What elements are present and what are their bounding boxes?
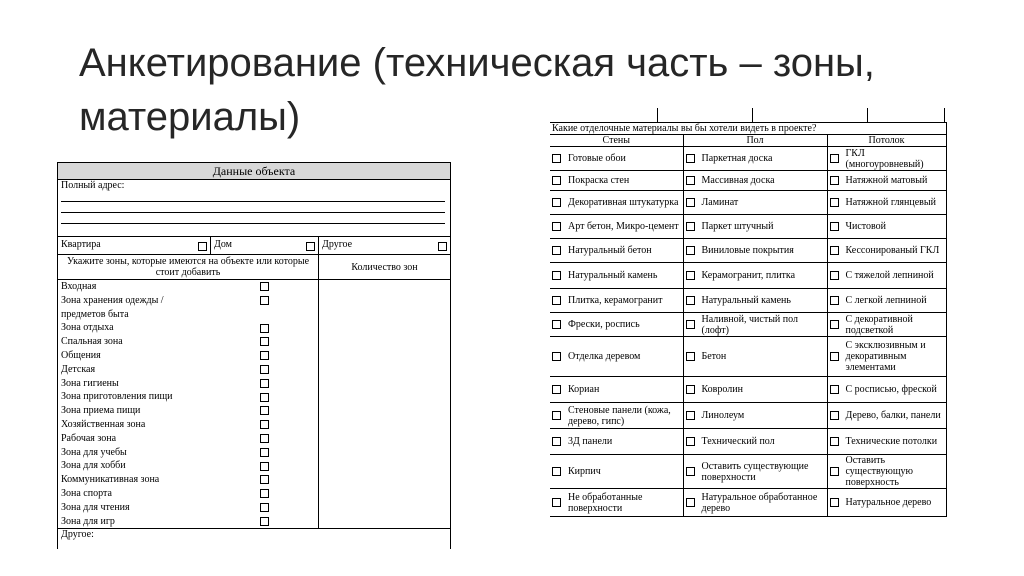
material-cell-ceiling: [827, 337, 946, 377]
field-apartment: [58, 237, 211, 255]
material-row: [550, 377, 946, 403]
material-label: С росписью, фреской: [845, 384, 937, 395]
material-label: Ковролин: [701, 384, 743, 395]
zone-row: [58, 377, 318, 391]
zones-list: [58, 280, 319, 529]
zone-checkbox-cell: [212, 308, 318, 322]
material-label: Технические потолки: [845, 436, 938, 447]
material-label: Натуральное обработанное дерево: [701, 491, 818, 514]
material-label: Отделка деревом: [568, 351, 641, 362]
material-row: [550, 191, 946, 215]
zone-checkbox-cell: [212, 280, 318, 294]
material-cell-floor: [683, 429, 827, 455]
material-label: Натуральный камень: [568, 270, 658, 281]
object-data-table: [57, 162, 450, 556]
material-checkbox[interactable]: [686, 176, 695, 185]
material-checkbox[interactable]: [686, 198, 695, 207]
zone-checkbox[interactable]: [260, 296, 269, 305]
material-label: Линолеум: [701, 410, 745, 421]
column-walls: Стены: [550, 135, 683, 147]
field-label: Другое: [322, 239, 353, 250]
material-label: Бетон: [701, 351, 727, 362]
material-label: Оставить существующую поверхность: [845, 455, 914, 488]
address-cell[interactable]: [58, 180, 451, 237]
zone-checkbox-cell: [212, 349, 318, 363]
material-row: [550, 263, 946, 289]
material-checkbox[interactable]: [830, 154, 839, 163]
material-checkbox[interactable]: [686, 437, 695, 446]
material-cell-walls: [550, 455, 683, 489]
zone-checkbox[interactable]: [260, 379, 269, 388]
material-checkbox[interactable]: [830, 296, 839, 305]
zone-checkbox-cell: [212, 335, 318, 349]
material-cell-floor: [683, 239, 827, 263]
zone-row: [58, 418, 318, 432]
material-cell-floor: [683, 263, 827, 289]
material-label: Покраска стен: [568, 175, 630, 186]
other-zone-cell[interactable]: [58, 529, 451, 550]
material-label: Керамогранит, плитка: [701, 270, 796, 281]
material-cell-walls: [550, 215, 683, 239]
material-row: [550, 215, 946, 239]
zone-checkbox-cell: [212, 432, 318, 446]
table-top-ticks: [550, 108, 946, 122]
material-row: [550, 171, 946, 191]
material-checkbox[interactable]: [552, 498, 561, 507]
zone-checkbox[interactable]: [260, 489, 269, 498]
material-cell-walls: [550, 429, 683, 455]
zone-label: Детская: [61, 363, 96, 375]
zone-row: [58, 390, 318, 404]
material-cell-ceiling: [827, 171, 946, 191]
material-cell-ceiling: [827, 429, 946, 455]
material-cell-walls: [550, 377, 683, 403]
zone-label: Входная: [61, 281, 97, 292]
zone-checkbox-cell: [212, 473, 318, 487]
material-label: Оставить существующие поверхности: [701, 460, 809, 483]
material-checkbox[interactable]: [686, 296, 695, 305]
zone-checkbox-cell: [212, 459, 318, 473]
material-label: Технический пол: [701, 436, 775, 447]
material-label: Ламинат: [701, 197, 739, 208]
zone-row: [58, 446, 318, 460]
address-label: Полный адрес:: [61, 180, 125, 191]
material-checkbox[interactable]: [686, 498, 695, 507]
material-cell-walls: [550, 191, 683, 215]
zone-checkbox-cell: [212, 321, 318, 335]
material-checkbox[interactable]: [830, 222, 839, 231]
zone-row: [58, 487, 318, 501]
zone-checkbox-cell: [212, 390, 318, 404]
material-cell-floor: [683, 289, 827, 313]
material-cell-walls: [550, 489, 683, 517]
zone-label: Общения: [61, 349, 101, 361]
zone-label: Зона приготовления пищи: [61, 391, 173, 403]
material-row: [550, 337, 946, 377]
material-cell-ceiling: [827, 191, 946, 215]
material-checkbox[interactable]: [686, 385, 695, 394]
material-checkbox[interactable]: [830, 467, 839, 476]
material-label: Наливной, чистый пол (лофт): [701, 313, 798, 336]
zone-row: [58, 321, 318, 335]
material-label: Натяжной глянцевый: [845, 197, 936, 208]
material-label: С легкой лепниной: [845, 295, 927, 306]
zone-label: Зона для хобби: [61, 460, 126, 472]
material-checkbox[interactable]: [830, 498, 839, 507]
material-checkbox[interactable]: [552, 176, 561, 185]
material-label: Паркетная доска: [701, 153, 773, 164]
material-checkbox[interactable]: [830, 320, 839, 329]
material-row: [550, 489, 946, 517]
material-cell-walls: [550, 239, 683, 263]
zone-checkbox-cell: [212, 418, 318, 432]
material-label: Декоративная штукатурка: [568, 197, 679, 208]
material-label: Чистовой: [845, 221, 887, 232]
zone-label: предметов быта: [61, 308, 129, 320]
material-cell-ceiling: [827, 489, 946, 517]
zones-header: Укажите зоны, которые имеются на объекте или которые стоит добавить: [58, 255, 319, 280]
material-cell-ceiling: [827, 147, 946, 171]
material-label: Кессонированый ГКЛ: [845, 245, 940, 256]
zone-row: [58, 280, 318, 294]
materials-table: [550, 108, 946, 517]
zone-label: Рабочая зона: [61, 432, 117, 444]
zone-checkbox[interactable]: [260, 475, 269, 484]
material-label: Фрески, роспись: [568, 319, 640, 330]
material-checkbox[interactable]: [552, 385, 561, 394]
material-checkbox[interactable]: [686, 271, 695, 280]
zone-label: Спальная зона: [61, 336, 123, 348]
material-checkbox[interactable]: [552, 352, 561, 361]
material-cell-floor: [683, 313, 827, 337]
material-cell-walls: [550, 313, 683, 337]
zone-checkbox-cell: [212, 363, 318, 377]
zone-label: Зона для учебы: [61, 446, 127, 458]
material-label: ГКЛ (многоуровневый): [845, 147, 924, 170]
material-cell-ceiling: [827, 377, 946, 403]
zone-label: Хозяйственная зона: [61, 418, 146, 430]
material-checkbox[interactable]: [552, 411, 561, 420]
object-data-header: Данные объекта: [58, 163, 451, 180]
zones-count-cell[interactable]: [319, 280, 451, 529]
material-cell-floor: [683, 191, 827, 215]
material-label: Дерево, балки, панели: [845, 410, 941, 421]
zone-row: [58, 404, 318, 418]
material-label: Паркет штучный: [701, 221, 774, 232]
zone-checkbox[interactable]: [260, 420, 269, 429]
zone-row: [58, 515, 318, 529]
material-label: Арт бетон, Микро-цемент: [568, 221, 679, 232]
other-label: Другое:: [61, 529, 94, 541]
material-checkbox[interactable]: [552, 271, 561, 280]
material-row: [550, 147, 946, 171]
material-checkbox[interactable]: [552, 437, 561, 446]
material-checkbox[interactable]: [830, 246, 839, 255]
material-cell-walls: [550, 337, 683, 377]
material-row: [550, 239, 946, 263]
material-cell-walls: [550, 263, 683, 289]
zone-label: Зона хранения одежды /: [61, 294, 164, 306]
material-label: Натуральный камень: [701, 295, 791, 306]
zone-label: Зона для игр: [61, 515, 115, 527]
zone-checkbox-cell: [212, 487, 318, 501]
material-checkbox[interactable]: [552, 467, 561, 476]
field-label: Дом: [214, 239, 232, 250]
zone-row: [58, 432, 318, 446]
material-cell-ceiling: [827, 403, 946, 429]
material-checkbox[interactable]: [686, 467, 695, 476]
address-line: [61, 213, 445, 224]
zone-row: [58, 459, 318, 473]
material-checkbox[interactable]: [686, 411, 695, 420]
zone-label: Зона приема пищи: [61, 405, 141, 417]
count-header: Количество зон: [319, 255, 451, 280]
material-checkbox[interactable]: [552, 320, 561, 329]
material-checkbox[interactable]: [552, 198, 561, 207]
zone-checkbox-cell: [212, 515, 318, 529]
material-checkbox[interactable]: [830, 198, 839, 207]
material-label: Стеновые панели (кожа, дерево, гипс): [568, 404, 671, 427]
material-label: Не обработанные поверхности: [568, 491, 643, 514]
material-cell-floor: [683, 171, 827, 191]
material-cell-ceiling: [827, 455, 946, 489]
material-cell-ceiling: [827, 289, 946, 313]
material-cell-walls: [550, 289, 683, 313]
materials-question: Какие отделочные материалы вы бы хотели видеть в проекте?: [550, 123, 946, 135]
zone-row: [58, 473, 318, 487]
slide-title: Анкетирование (техническая часть – зоны, материалы): [79, 41, 875, 139]
material-checkbox[interactable]: [552, 296, 561, 305]
zone-checkbox-cell: [212, 294, 318, 308]
material-cell-floor: [683, 215, 827, 239]
zone-row: [58, 349, 318, 363]
zone-row: [58, 501, 318, 515]
material-checkbox[interactable]: [686, 154, 695, 163]
material-checkbox[interactable]: [552, 154, 561, 163]
material-row: [550, 455, 946, 489]
material-label: Натяжной матовый: [845, 175, 928, 186]
house-checkbox[interactable]: [306, 242, 315, 251]
column-ceiling: Потолок: [827, 135, 946, 147]
zone-checkbox[interactable]: [260, 282, 269, 291]
material-checkbox[interactable]: [830, 437, 839, 446]
material-cell-ceiling: [827, 263, 946, 289]
zone-label: Зона отдыха: [61, 322, 114, 334]
address-line: [61, 202, 445, 213]
zone-checkbox[interactable]: [260, 503, 269, 512]
zone-checkbox[interactable]: [260, 434, 269, 443]
zone-checkbox-cell: [212, 446, 318, 460]
material-cell-floor: [683, 455, 827, 489]
material-label: С эксклюзивным и декоративным элементами: [845, 340, 926, 373]
zone-label: Зона спорта: [61, 487, 112, 499]
zone-row: [58, 308, 318, 322]
material-checkbox[interactable]: [552, 246, 561, 255]
zone-checkbox-cell: [212, 404, 318, 418]
material-label: Кирпич: [568, 466, 601, 477]
material-cell-ceiling: [827, 239, 946, 263]
material-checkbox[interactable]: [686, 222, 695, 231]
material-cell-walls: [550, 147, 683, 171]
material-label: Плитка, керамогранит: [568, 295, 663, 306]
material-row: [550, 429, 946, 455]
zone-checkbox-cell: [212, 501, 318, 515]
zone-checkbox[interactable]: [260, 351, 269, 360]
zone-checkbox[interactable]: [260, 365, 269, 374]
column-floor: Пол: [683, 135, 827, 147]
zone-checkbox[interactable]: [260, 406, 269, 415]
material-checkbox[interactable]: [830, 352, 839, 361]
field-other: [319, 237, 451, 255]
material-cell-floor: [683, 489, 827, 517]
material-cell-floor: [683, 377, 827, 403]
material-checkbox[interactable]: [686, 246, 695, 255]
material-row: [550, 403, 946, 429]
material-checkbox[interactable]: [830, 411, 839, 420]
material-row: [550, 289, 946, 313]
zone-row: [58, 294, 318, 308]
material-row: [550, 313, 946, 337]
material-checkbox[interactable]: [830, 176, 839, 185]
material-label: Кориан: [568, 384, 600, 395]
zone-label: Зона для чтения: [61, 501, 130, 513]
material-cell-walls: [550, 403, 683, 429]
zone-checkbox[interactable]: [260, 462, 269, 471]
zone-checkbox-cell: [212, 377, 318, 391]
zone-checkbox[interactable]: [260, 517, 269, 526]
material-cell-ceiling: [827, 215, 946, 239]
apartment-checkbox[interactable]: [198, 242, 207, 251]
material-checkbox[interactable]: [552, 222, 561, 231]
material-label: Массивная доска: [701, 175, 775, 186]
material-label: С тяжелой лепниной: [845, 270, 934, 281]
material-label: 3Д панели: [568, 436, 613, 447]
address-line: [61, 191, 445, 202]
other-checkbox[interactable]: [438, 242, 447, 251]
zone-checkbox[interactable]: [260, 324, 269, 333]
field-label: Квартира: [61, 239, 101, 250]
material-cell-floor: [683, 337, 827, 377]
material-label: Натуральный бетон: [568, 245, 652, 256]
material-cell-ceiling: [827, 313, 946, 337]
material-cell-floor: [683, 403, 827, 429]
material-checkbox[interactable]: [686, 320, 695, 329]
field-house: [211, 237, 319, 255]
material-checkbox[interactable]: [830, 271, 839, 280]
zone-checkbox[interactable]: [260, 393, 269, 402]
zone-row: [58, 335, 318, 349]
material-label: Натуральное дерево: [845, 497, 932, 508]
zone-row: [58, 363, 318, 377]
zone-label: Коммуникативная зона: [61, 474, 160, 486]
material-label: Виниловые покрытия: [701, 245, 794, 256]
zone-checkbox[interactable]: [260, 337, 269, 346]
material-label: Готовые обои: [568, 153, 626, 164]
material-checkbox[interactable]: [686, 352, 695, 361]
material-cell-floor: [683, 147, 827, 171]
material-cell-walls: [550, 171, 683, 191]
material-label: С декоративной подсветкой: [845, 313, 913, 336]
material-checkbox[interactable]: [830, 385, 839, 394]
zone-label: Зона гигиены: [61, 377, 119, 389]
zone-checkbox[interactable]: [260, 448, 269, 457]
